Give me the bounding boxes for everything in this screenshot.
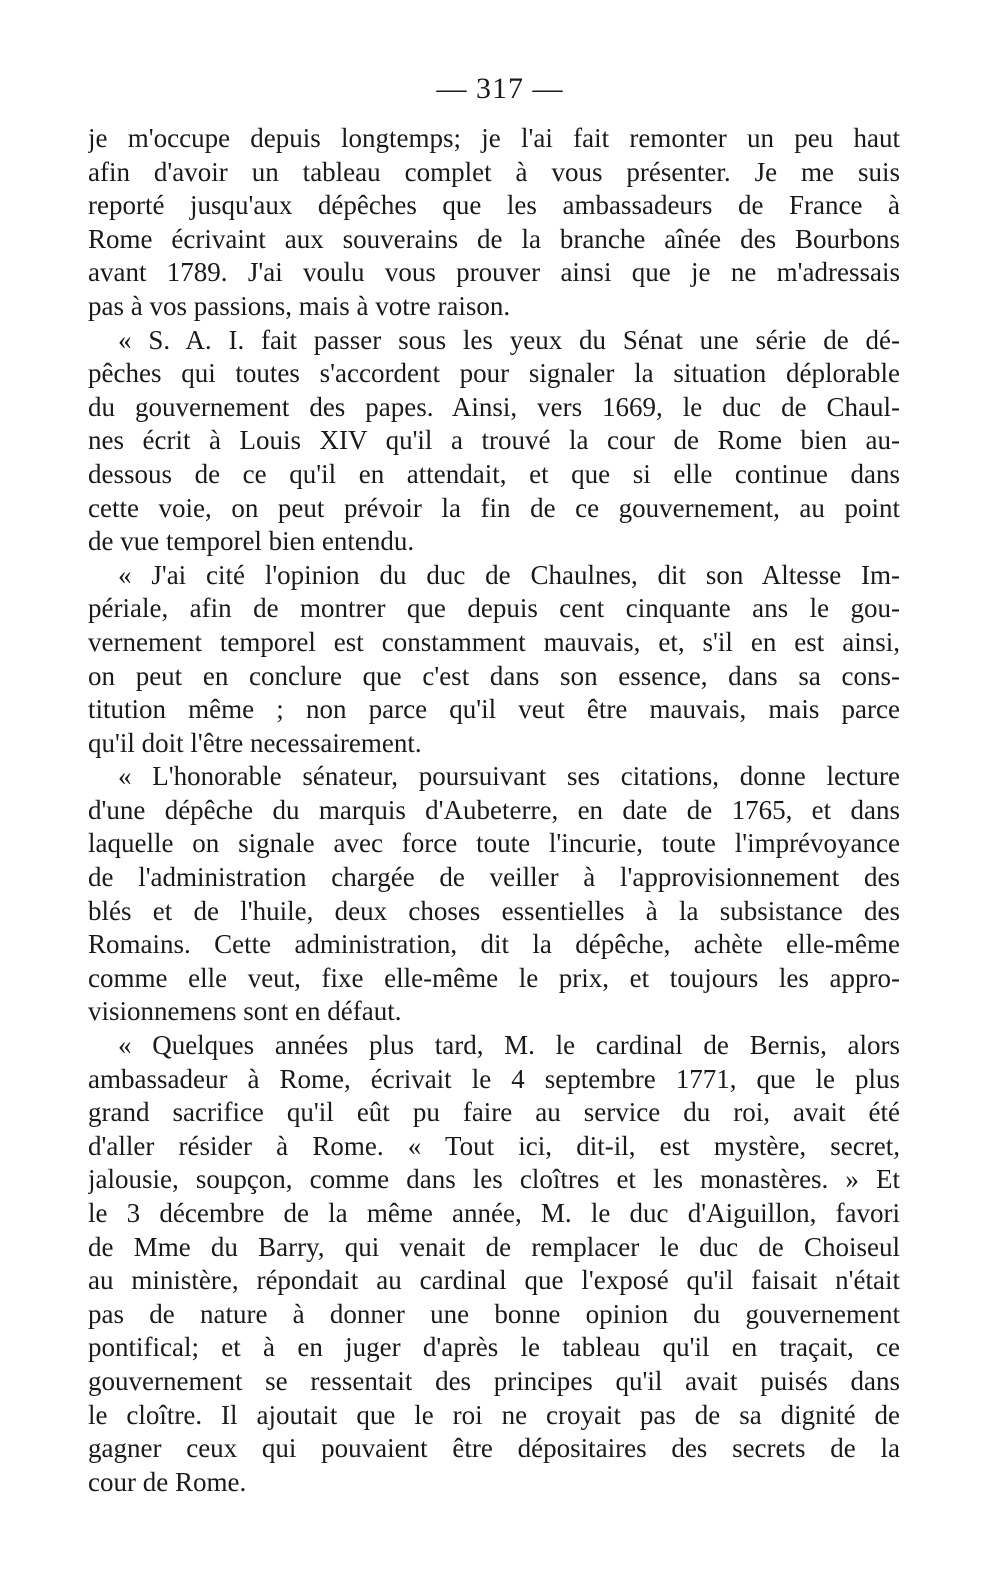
text-line: périale, afin de montrer que depuis cent cinquante ans le gou- [88,593,900,624]
text-line: qu'il doit l'être necessairement. [88,727,422,758]
text-line: laquelle on signale avec force toute l'incurie, toute l'imprévoyance [88,828,900,859]
text-line: « L'honorable sénateur, poursuivant ses citations, donne lecture [118,761,900,792]
text-line: du gouvernement des papes. Ainsi, vers 1669, le duc de Chaul- [88,391,900,422]
text-line: on peut en conclure que c'est dans son essence, dans sa cons- [88,660,900,691]
text-line: comme elle veut, fixe elle-même le prix, et toujours les appro- [88,962,900,993]
text-line: de vue temporel bien entendu. [88,526,415,557]
text-line: pêches qui toutes s'accordent pour signaler la situation déplorable [88,358,900,389]
text-line: titution même ; non parce qu'il veut être mauvais, mais parce [88,694,900,725]
text-line: cette voie, on peut prévoir la fin de ce gouvernement, au point [88,492,900,523]
text-line: pas à vos passions, mais à votre raison. [88,290,511,321]
text-line: gouvernement se ressentait des principes qu'il avait puisés dans [88,1365,900,1396]
text-line: cour de Rome. [88,1466,247,1497]
body-text [88,122,900,1499]
text-line: vernement temporel est constamment mauvais, et, s'il en est ainsi, [88,626,900,657]
text-line: le 3 décembre de la même année, M. le duc d'Aiguillon, favori [88,1198,900,1228]
text-line: Rome écrivaint aux souverains de la branche aînée des Bourbons [88,223,900,254]
text-line: afin d'avoir un tableau complet à vous présenter. Je me suis [88,156,900,187]
text-line: blés et de l'huile, deux choses essentielles à la subsistance des [88,895,900,926]
text-line: je m'occupe depuis longtemps; je l'ai fait remonter un peu haut [88,123,900,153]
text-line: d'aller résider à Rome. « Tout ici, dit-il, est mystère, secret, [88,1130,900,1161]
text-line: jalousie, soupçon, comme dans les cloîtres et les monastères. » Et [88,1164,900,1195]
text-line: « Quelques années plus tard, M. le cardinal de Bernis, alors [118,1030,900,1061]
text-line: « S. A. I. fait passer sous les yeux du Sénat une série de dé- [118,324,900,355]
text-line: grand sacrifice qu'il eût pu faire au service du roi, avait été [88,1097,900,1128]
text-line: Romains. Cette administration, dit la dépêche, achète elle-même [88,929,900,960]
text-line: au ministère, répondait au cardinal que l'exposé qu'il faisait n'était [88,1265,900,1296]
text-line: visionnemens sont en défaut. [88,996,402,1027]
page-number: — 317 — [436,72,564,105]
text-line: de l'administration chargée de veiller à l'approvisionnement des [88,862,900,893]
text-line: nes écrit à Louis XIV qu'il a trouvé la cour de Rome bien au- [88,425,900,456]
text-line: de Mme du Barry, qui venait de remplacer le duc de Choiseul [88,1231,900,1262]
text-line: reporté jusqu'aux dépêches que les ambassadeurs de France à [88,190,900,221]
text-line: pontifical; et à en juger d'après le tableau qu'il en traçait, ce [88,1332,900,1363]
text-line: gagner ceux qui pouvaient être dépositaires des secrets de la [88,1433,900,1464]
text-line: le cloître. Il ajoutait que le roi ne croyait pas de sa dignité de [88,1399,900,1430]
text-line: ambassadeur à Rome, écrivait le 4 septembre 1771, que le plus [88,1063,900,1094]
text-line: « J'ai cité l'opinion du duc de Chaulnes, dit son Altesse Im- [118,559,900,590]
text-line: dessous de ce qu'il en attendait, et que si elle continue dans [88,458,900,489]
text-line: d'une dépêche du marquis d'Aubeterre, en date de 1765, et dans [88,794,900,825]
text-line: avant 1789. J'ai voulu vous prouver ainsi que je ne m'adressais [88,257,900,288]
text-line: pas de nature à donner une bonne opinion du gouvernement [88,1298,900,1329]
